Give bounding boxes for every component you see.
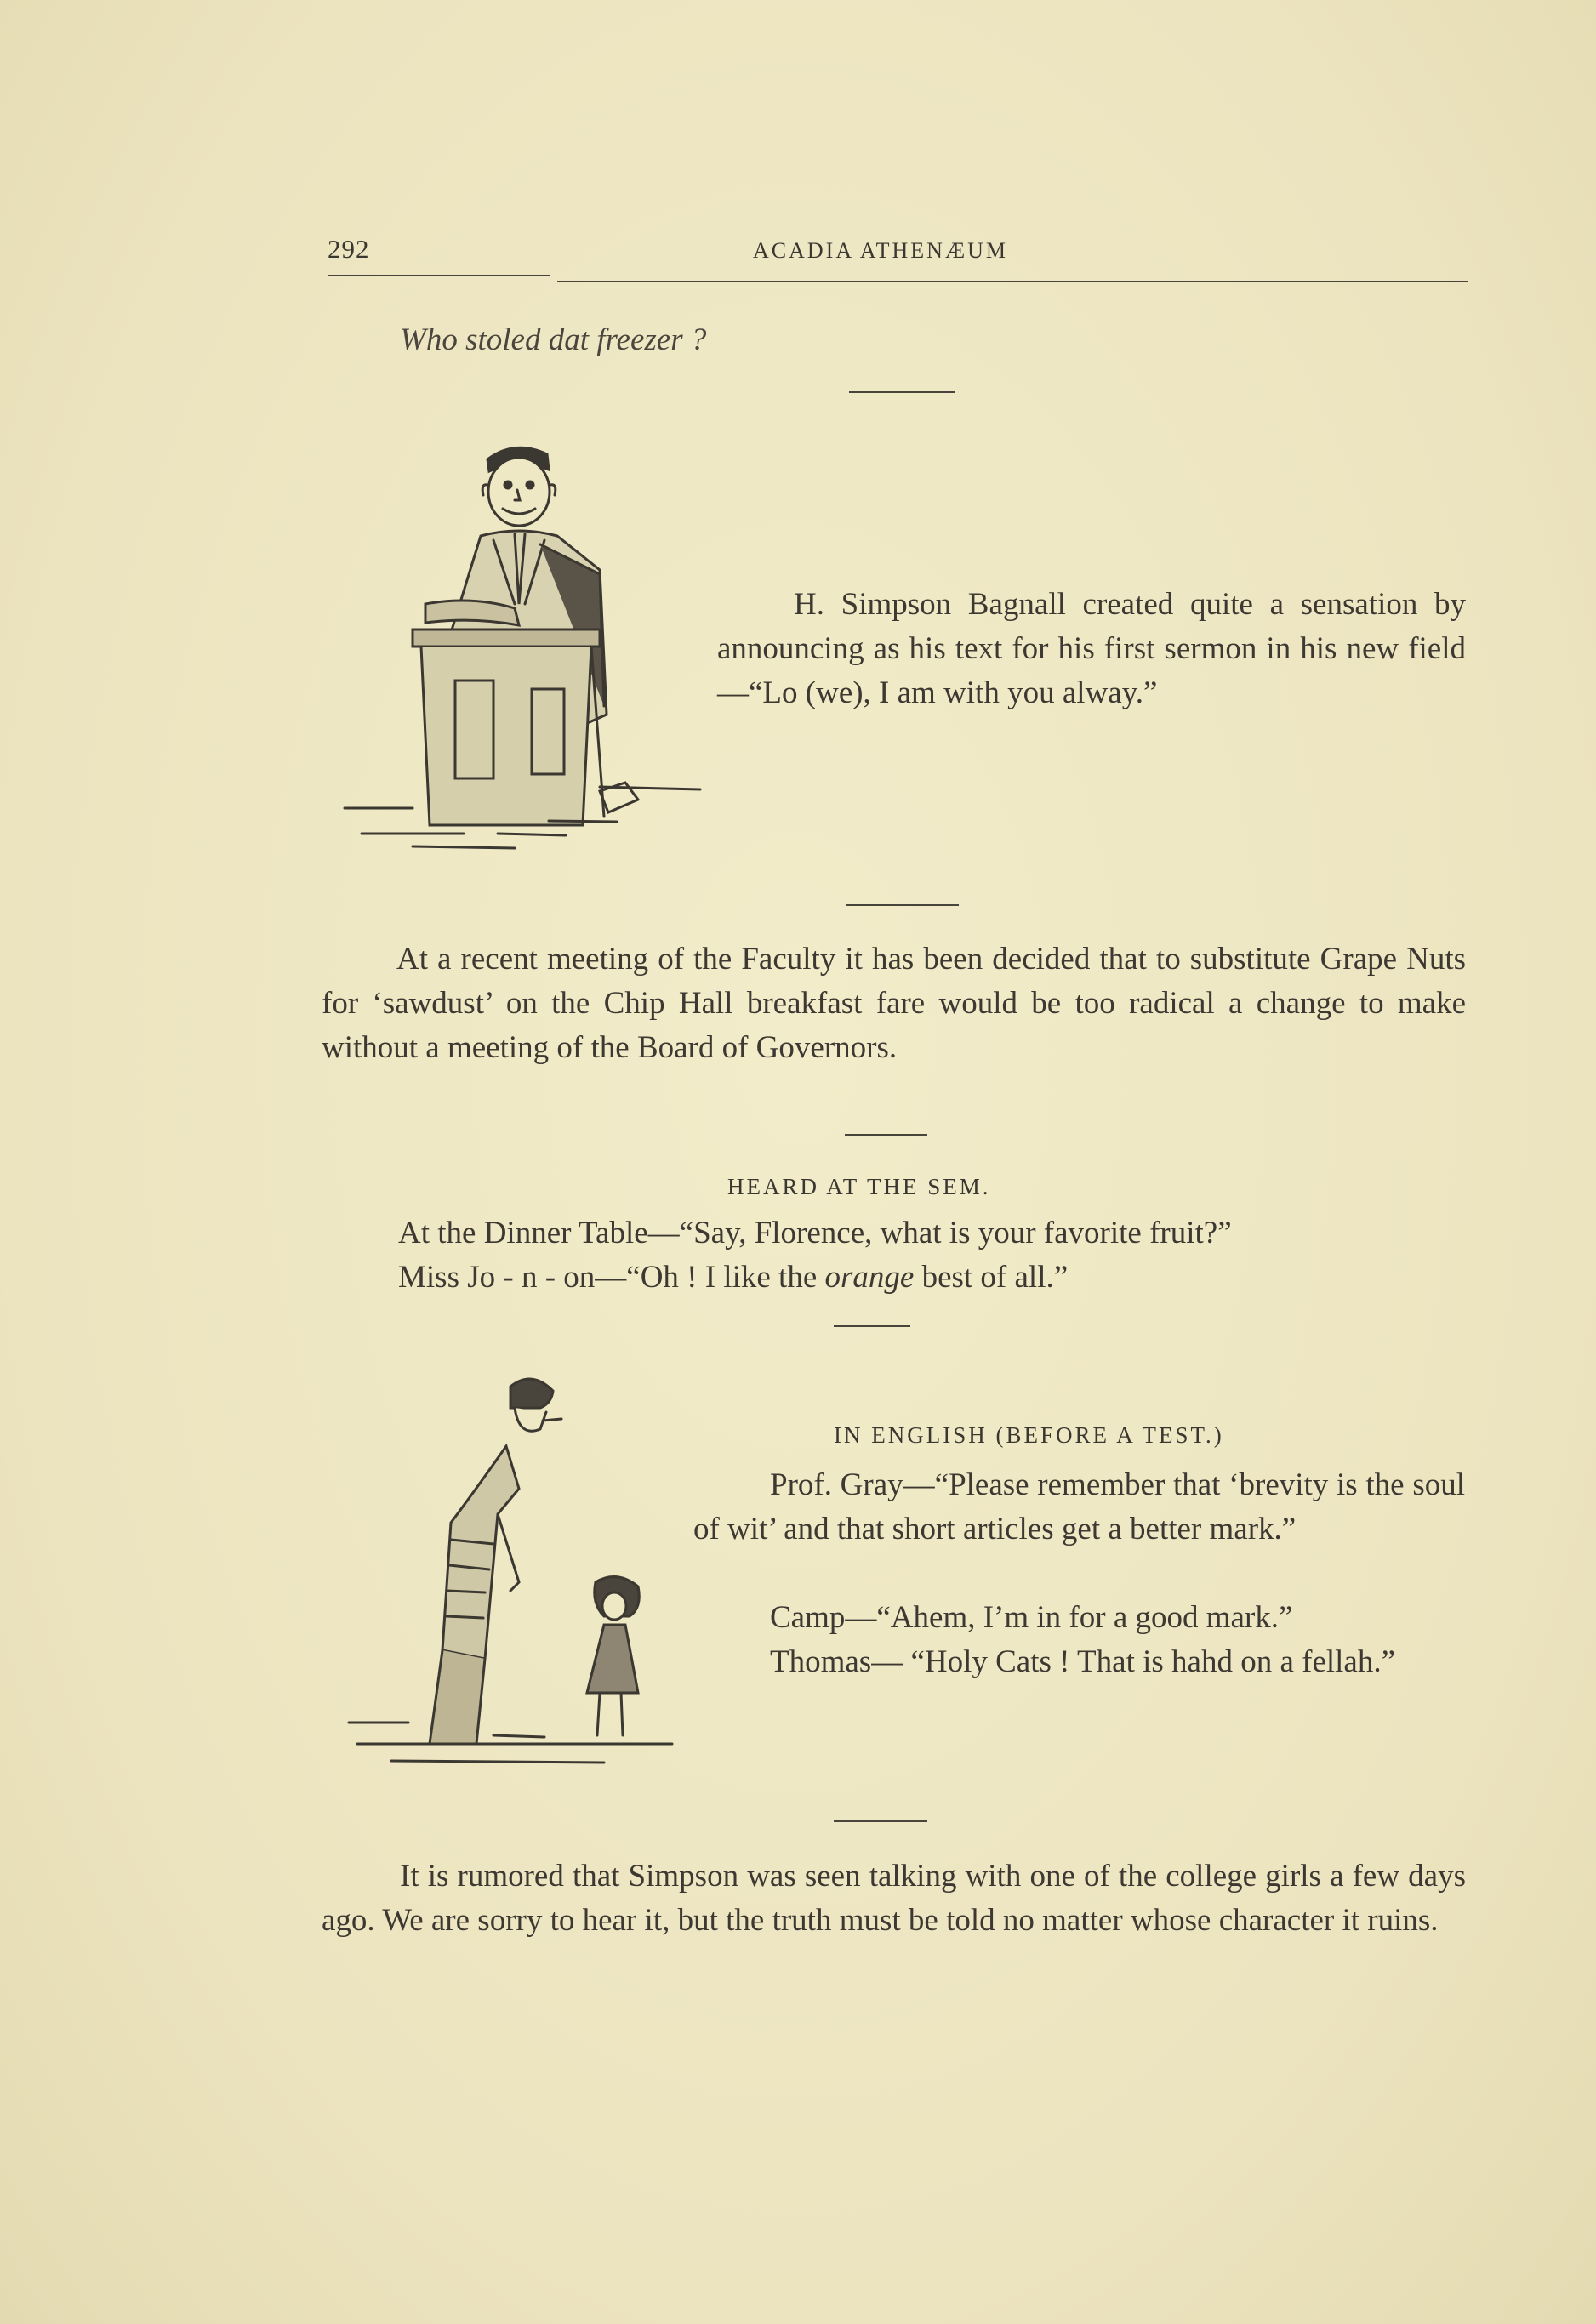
preacher-drawing: [345, 434, 702, 859]
simpson-paragraph: It is rumored that Simpson was seen talking with one of the college girls a few days ago. We are sorry to hear it, but the truth must be told no matter whose character it ruins.: [322, 1859, 1466, 1938]
section-divider: [834, 1820, 927, 1822]
section-divider: [834, 1325, 910, 1327]
running-title: ACADIA ATHENÆUM: [753, 238, 1008, 263]
section-divider: [845, 1134, 927, 1136]
freezer-joke: Who stoled dat freezer ?: [400, 322, 707, 357]
sem-line-2: [398, 1256, 1479, 1300]
page-number: 292: [328, 234, 370, 264]
bagnall-paragraph: H. Simpson Bagnall created quite a sensation by announcing as his text for his first sermon in his new field—“Lo (we), I am with you alway.”: [717, 587, 1466, 710]
professor-drawing: [349, 1370, 681, 1769]
english-thomas: Thomas— “Holy Cats ! That is hahd on a fellah.”: [770, 1644, 1396, 1679]
section-divider: [849, 391, 955, 393]
english-heading: IN ENGLISH (BEFORE A TEST.): [834, 1422, 1224, 1448]
header-rule: [328, 275, 550, 276]
header-rule: [557, 281, 1468, 282]
sem-line-2-start: Miss Jo - n - on—“Oh ! I like the: [398, 1260, 825, 1295]
english-camp: Camp—“Ahem, I’m in for a good mark.”: [770, 1600, 1293, 1635]
english-prof-gray: Prof. Gray—“Please remember that ‘brevity is the soul of wit’ and that short articles get a better mark.”: [693, 1467, 1465, 1546]
sem-line-2-emphasis: orange: [824, 1260, 915, 1295]
professor-illustration: [349, 1370, 681, 1769]
preacher-illustration: [345, 434, 702, 859]
section-divider: [846, 904, 959, 906]
sem-line-1: At the Dinner Table—“Say, Florence, what is your favorite fruit?”: [398, 1216, 1232, 1250]
sem-heading: HEARD AT THE SEM.: [727, 1174, 991, 1199]
sem-line-2-end: best of all.”: [914, 1260, 1069, 1295]
faculty-paragraph: At a recent meeting of the Faculty it has been decided that to substitute Grape Nuts for ‘sawdust’ on the Chip Hall breakfast fare would be too radical a change to make without a meeting of the Board of Governors.: [322, 942, 1466, 1065]
